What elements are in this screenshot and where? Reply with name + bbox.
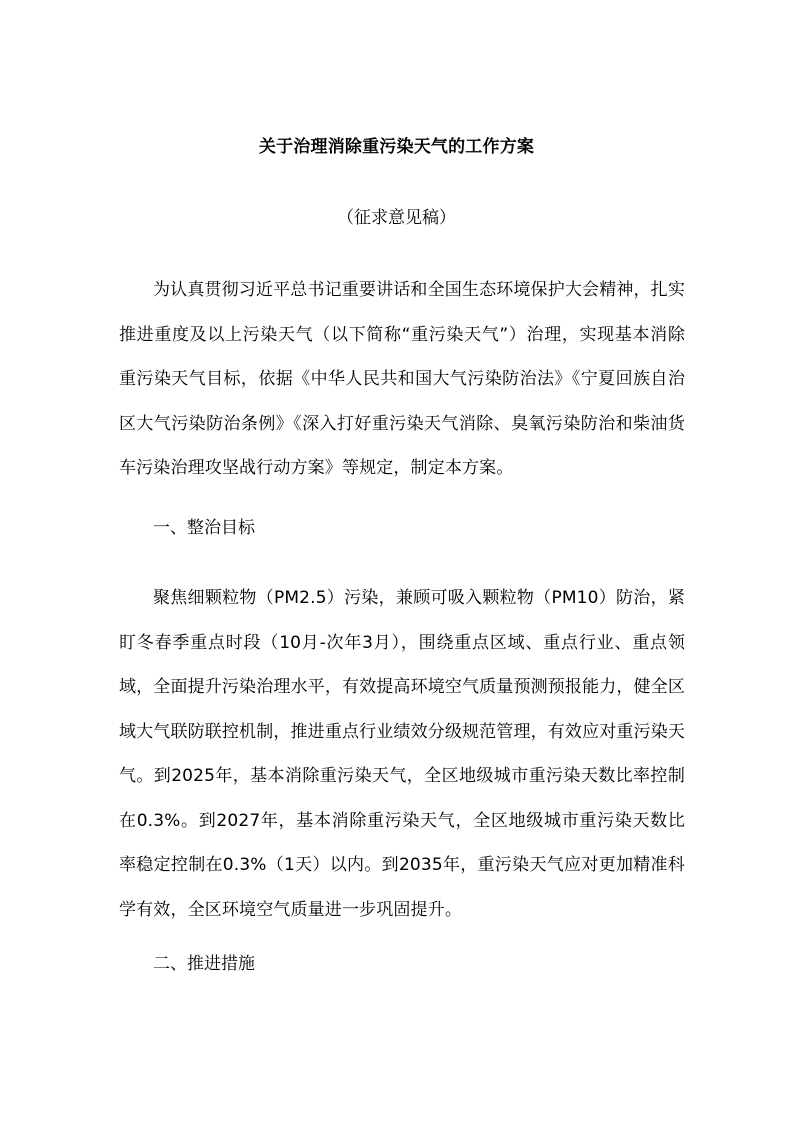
document-title: 关于治理消除重污染天气的工作方案: [258, 137, 535, 157]
intro-paragraph: 为认真贯彻习近平总书记重要讲话和全国生态环境保护大会精神，扎实推进重度及以上污染天气（以下简称“重污染天气”）治理，实现基本消除重污染天气目标，依据《中华人民共和国大气污染防治法》《宁夏回族自治区大气污染防治条例》《深入打好重污染天气消除、臭氧污染防治和柴油货车污染治理攻坚战行动方案》等规定，制定本方案。: [119, 280, 685, 478]
section-heading-goals: 一、整治目标: [153, 518, 255, 538]
document-subtitle: （征求意见稿）: [337, 208, 456, 228]
goals-paragraph: 聚焦细颗粒物（PM2.5）污染，兼顾可吸入颗粒物（PM10）防治，紧盯冬春季重点时段（10月-次年3月），围绕重点区域、重点行业、重点领域，全面提升污染治理水平，有效提高环境空气质量预测预报能力，健全区域大气联防联控机制，推进重点行业绩效分级规范管理，有效应对重污染天气。到2025年，基本消除重污染天气，全区地级城市重污染天数比率控制在0.3%。到2027年，基本消除重污染天气，全区地级城市重污染天数比率稳定控制在0.3%（1天）以内。到2035年，重污染天气应对更加精准科学有效，全区环境空气质量进一步巩固提升。: [119, 588, 685, 920]
section-heading-measures: 二、推进措施: [153, 954, 255, 974]
